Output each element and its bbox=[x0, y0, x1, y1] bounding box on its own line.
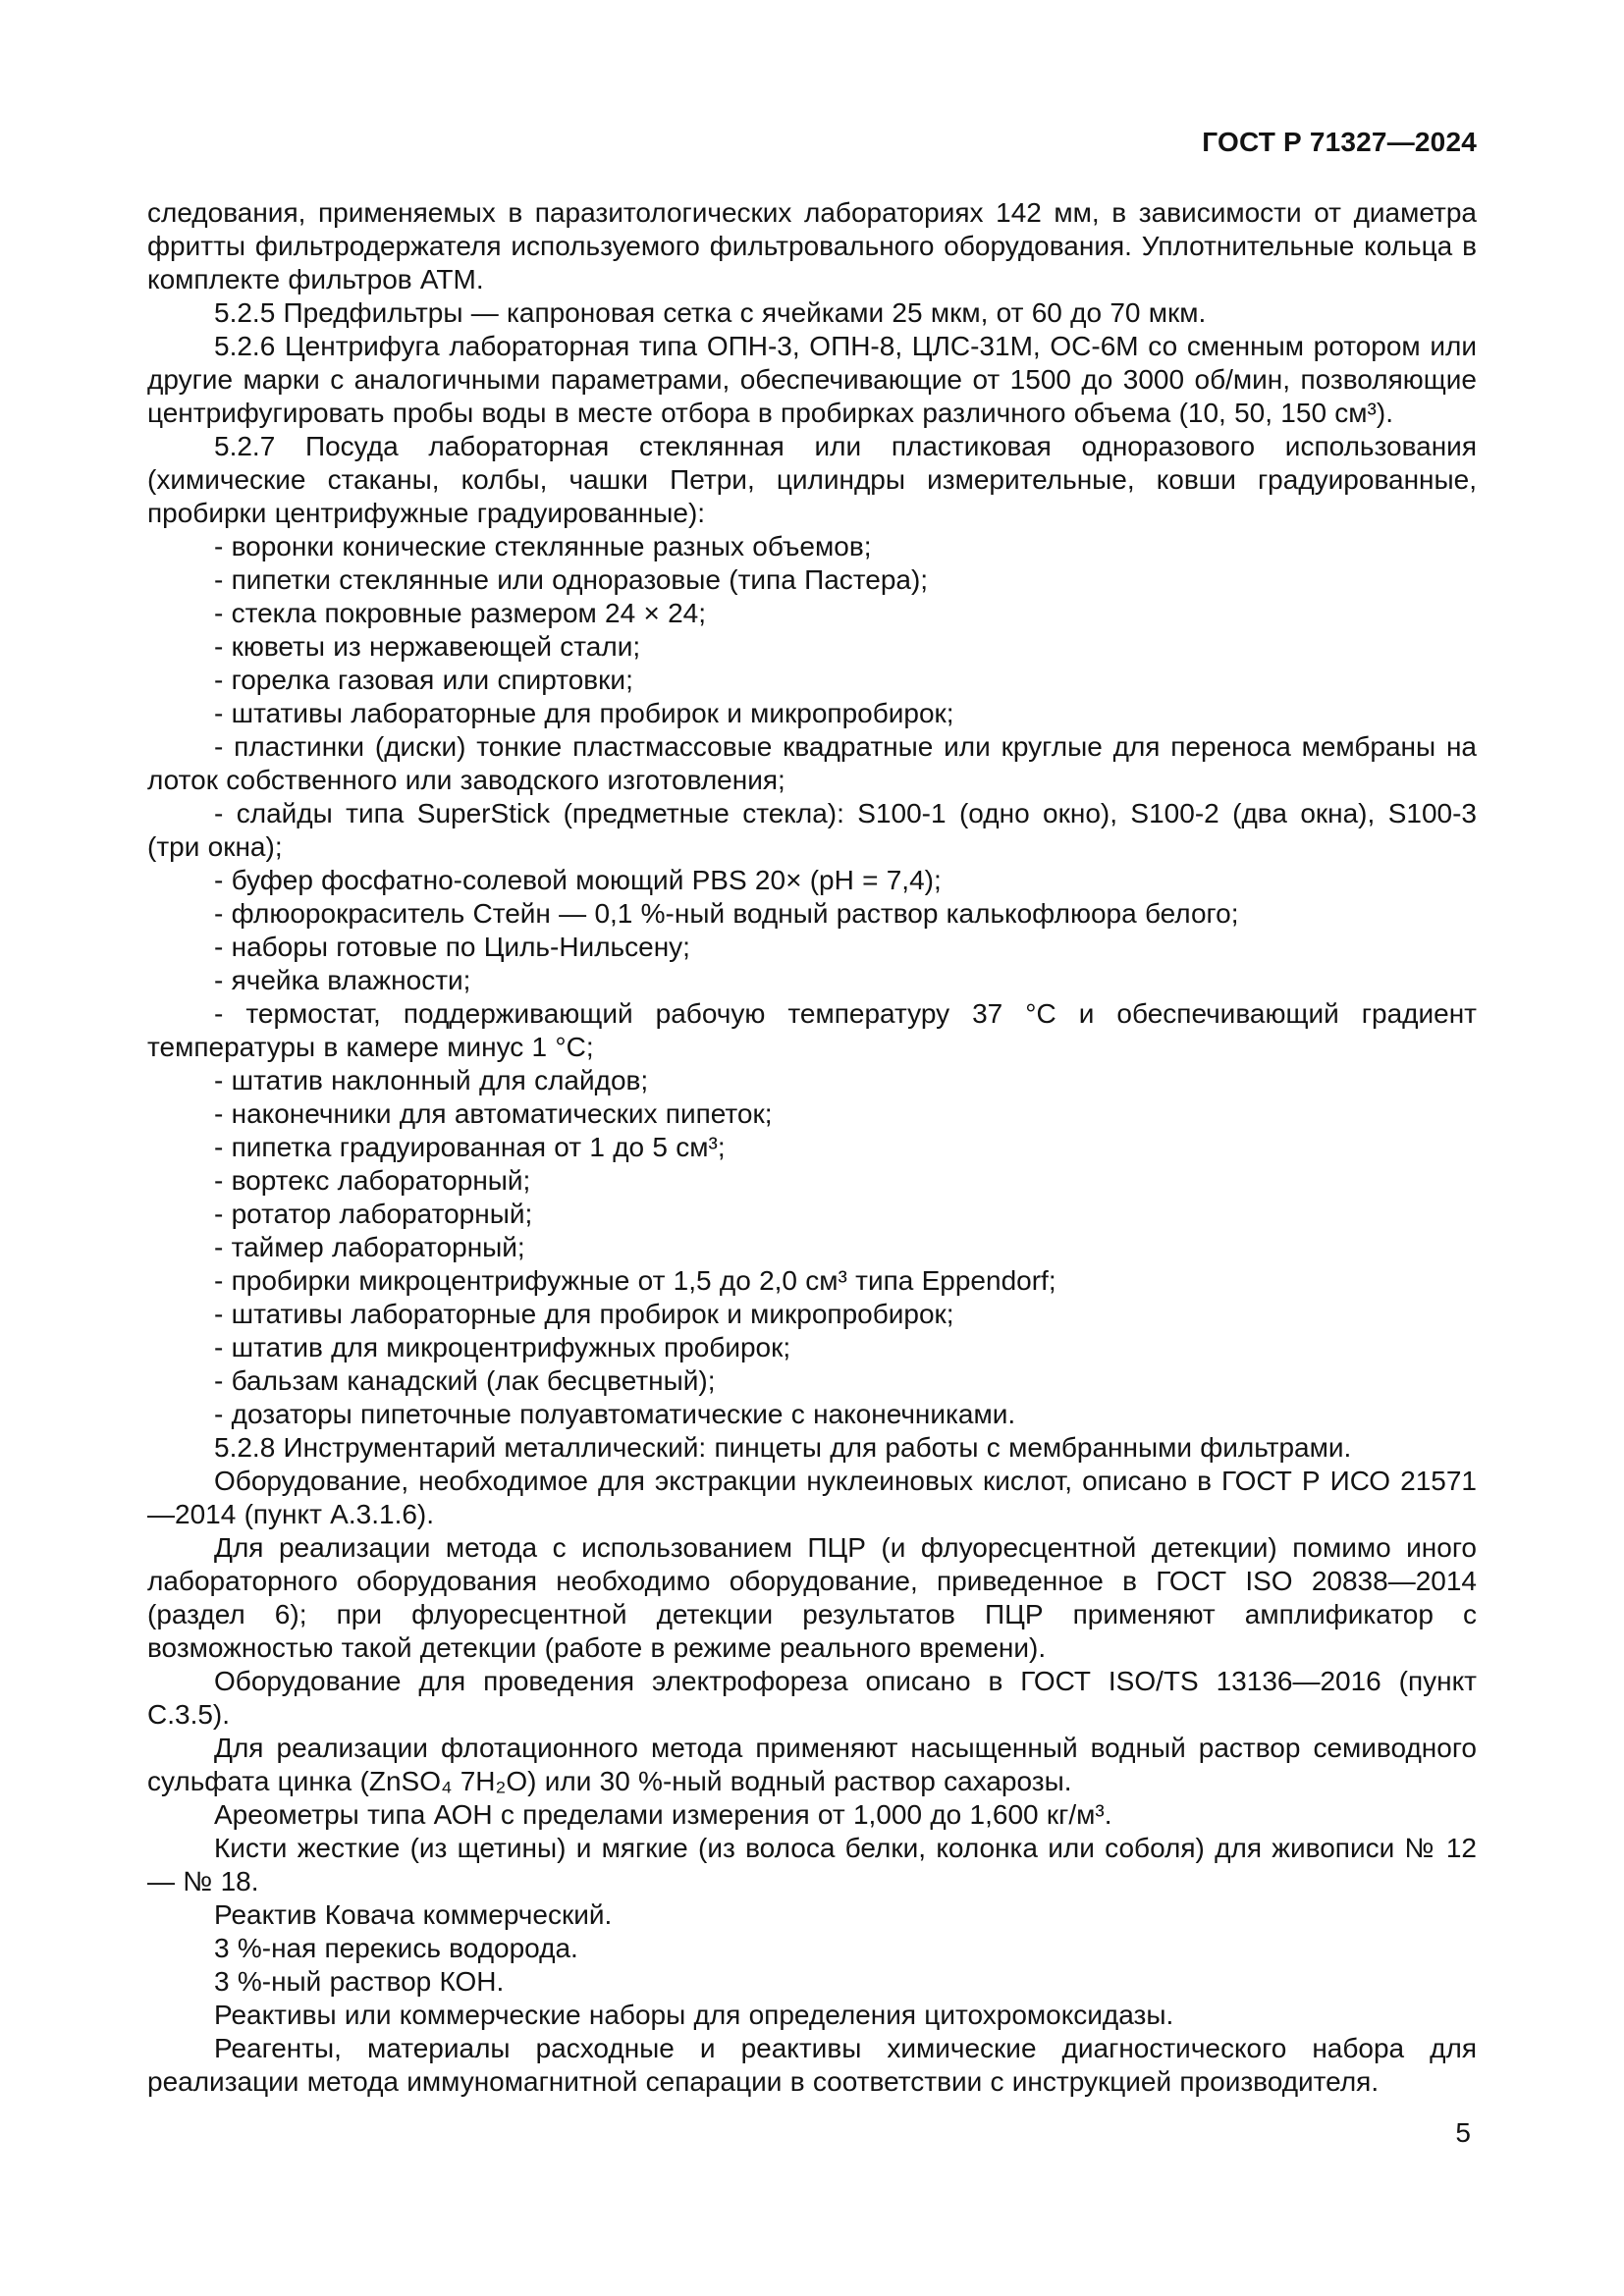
paragraph: Оборудование для проведения электрофореза описано в ГОСТ ISO/TS 13136—2016 (пункт С.3.5). bbox=[147, 1666, 1477, 1730]
list-item: - ячейка влажности; bbox=[214, 965, 471, 995]
list-item: - штатив наклонный для слайдов; bbox=[214, 1065, 649, 1095]
list-item: - штативы лабораторные для пробирок и микропробирок; bbox=[214, 1299, 954, 1329]
paragraph: 3 %-ный раствор КОН. bbox=[214, 1966, 505, 1997]
document-header: ГОСТ Р 71327—2024 bbox=[1202, 127, 1477, 157]
list-item: - слайды типа SuperStick (предметные стекла): S100-1 (одно окно), S100-2 (два окна), S100-3 (три окна); bbox=[147, 798, 1477, 862]
paragraph: 3 %-ная перекись водорода. bbox=[214, 1933, 578, 1963]
list-item: - кюветы из нержавеющей стали; bbox=[214, 631, 641, 662]
paragraph: Реагенты, материалы расходные и реактивы химические диагностического набора для реализации метода иммуномагнитной сепарации в соответствии с инструкцией производителя. bbox=[147, 2033, 1477, 2097]
paragraph: 5.2.8 Инструментарий металлический: пинцеты для работы с мембранными фильтрами. bbox=[214, 1432, 1352, 1463]
list-item: - дозаторы пипеточные полуавтоматические с наконечниками. bbox=[214, 1399, 1016, 1429]
list-item: - пластинки (диски) тонкие пластмассовые квадратные или круглые для переноса мембраны на лоток собственного или заводского изготовления; bbox=[147, 731, 1477, 795]
paragraph: Кисти жесткие (из щетины) и мягкие (из волоса белки, колонка или соболя) для живописи № 12 — № 18. bbox=[147, 1833, 1477, 1896]
paragraph: Для реализации флотационного метода применяют насыщенный водный раствор семиводного сульфата цинка (ZnSO₄ 7H₂O) или 30 %-ный водный раствор сахарозы. bbox=[147, 1733, 1477, 1796]
list-item: - пипетки стеклянные или одноразовые (типа Пастера); bbox=[214, 564, 929, 595]
document-body bbox=[147, 196, 1477, 2099]
paragraph: 5.2.6 Центрифуга лабораторная типа ОПН-3, ОПН-8, ЦЛС-31М, ОС-6М со сменным ротором или другие марки с аналогичными параметрами, обеспечивающие от 1500 до 3000 об/мин, позволяющие центрифугировать пробы воды в месте отбора в пробирках различного объема (10, 50, 150 см³). bbox=[147, 331, 1477, 428]
paragraph: Ареометры типа АОН с пределами измерения от 1,000 до 1,600 кг/м³. bbox=[214, 1799, 1112, 1830]
list-item: - пипетка градуированная от 1 до 5 см³; bbox=[214, 1132, 726, 1162]
list-item: - флюорокраситель Стейн — 0,1 %-ный водный раствор калькофлюора белого; bbox=[214, 898, 1239, 929]
list-item: - пробирки микроцентрифужные от 1,5 до 2,0 см³ типа Eppendorf; bbox=[214, 1265, 1056, 1296]
list-item: - наборы готовые по Циль-Нильсену; bbox=[214, 932, 690, 962]
paragraph: Реактив Ковача коммерческий. bbox=[214, 1899, 613, 1930]
list-item: - таймер лабораторный; bbox=[214, 1232, 525, 1262]
list-item: - буфер фосфатно-солевой моющий PBS 20× (pH = 7,4); bbox=[214, 865, 942, 895]
list-item: - штатив для микроцентрифужных пробирок; bbox=[214, 1332, 791, 1362]
list-item: - штативы лабораторные для пробирок и микропробирок; bbox=[214, 698, 954, 728]
paragraph: Для реализации метода с использованием ПЦР (и флуоресцентной детекции) помимо иного лабораторного оборудования необходимо оборудование, приведенное в ГОСТ ISO 20838—2014 (раздел 6); при флуоресцентной детекции результатов ПЦР применяют амплификатор с возможностью такой детекции (работе в режиме реального времени). bbox=[147, 1532, 1477, 1663]
paragraph: Реактивы или коммерческие наборы для определения цитохромоксидазы. bbox=[214, 2000, 1174, 2030]
page-number: 5 bbox=[1455, 2117, 1471, 2148]
paragraph: 5.2.5 Предфильтры — капроновая сетка с ячейками 25 мкм, от 60 до 70 мкм. bbox=[214, 297, 1207, 328]
list-item: - наконечники для автоматических пипеток; bbox=[214, 1098, 773, 1129]
paragraph: следования, применяемых в паразитологических лабораториях 142 мм, в зависимости от диаметра фритты фильтродержателя используемого фильтровального оборудования. Уплотнительные кольца в комплекте фильтров АТМ. bbox=[147, 197, 1477, 294]
list-item: - горелка газовая или спиртовки; bbox=[214, 665, 633, 695]
list-item: - вортекс лабораторный; bbox=[214, 1165, 531, 1196]
paragraph: Оборудование, необходимое для экстракции нуклеиновых кислот, описано в ГОСТ Р ИСО 21571—2014 (пункт А.3.1.6). bbox=[147, 1466, 1477, 1529]
list-item: - бальзам канадский (лак бесцветный); bbox=[214, 1365, 716, 1396]
paragraph: 5.2.7 Посуда лабораторная стеклянная или пластиковая одноразового использования (химические стаканы, колбы, чашки Петри, цилиндры измерительные, ковши градуированные, пробирки центрифужные градуированные): bbox=[147, 431, 1477, 528]
list-item: - ротатор лабораторный; bbox=[214, 1199, 533, 1229]
list-item: - термостат, поддерживающий рабочую температуру 37 °С и обеспечивающий градиент температуры в камере минус 1 °С; bbox=[147, 998, 1477, 1062]
list-item: - стекла покровные размером 24 × 24; bbox=[214, 598, 707, 628]
list-item: - воронки конические стеклянные разных объемов; bbox=[214, 531, 872, 561]
